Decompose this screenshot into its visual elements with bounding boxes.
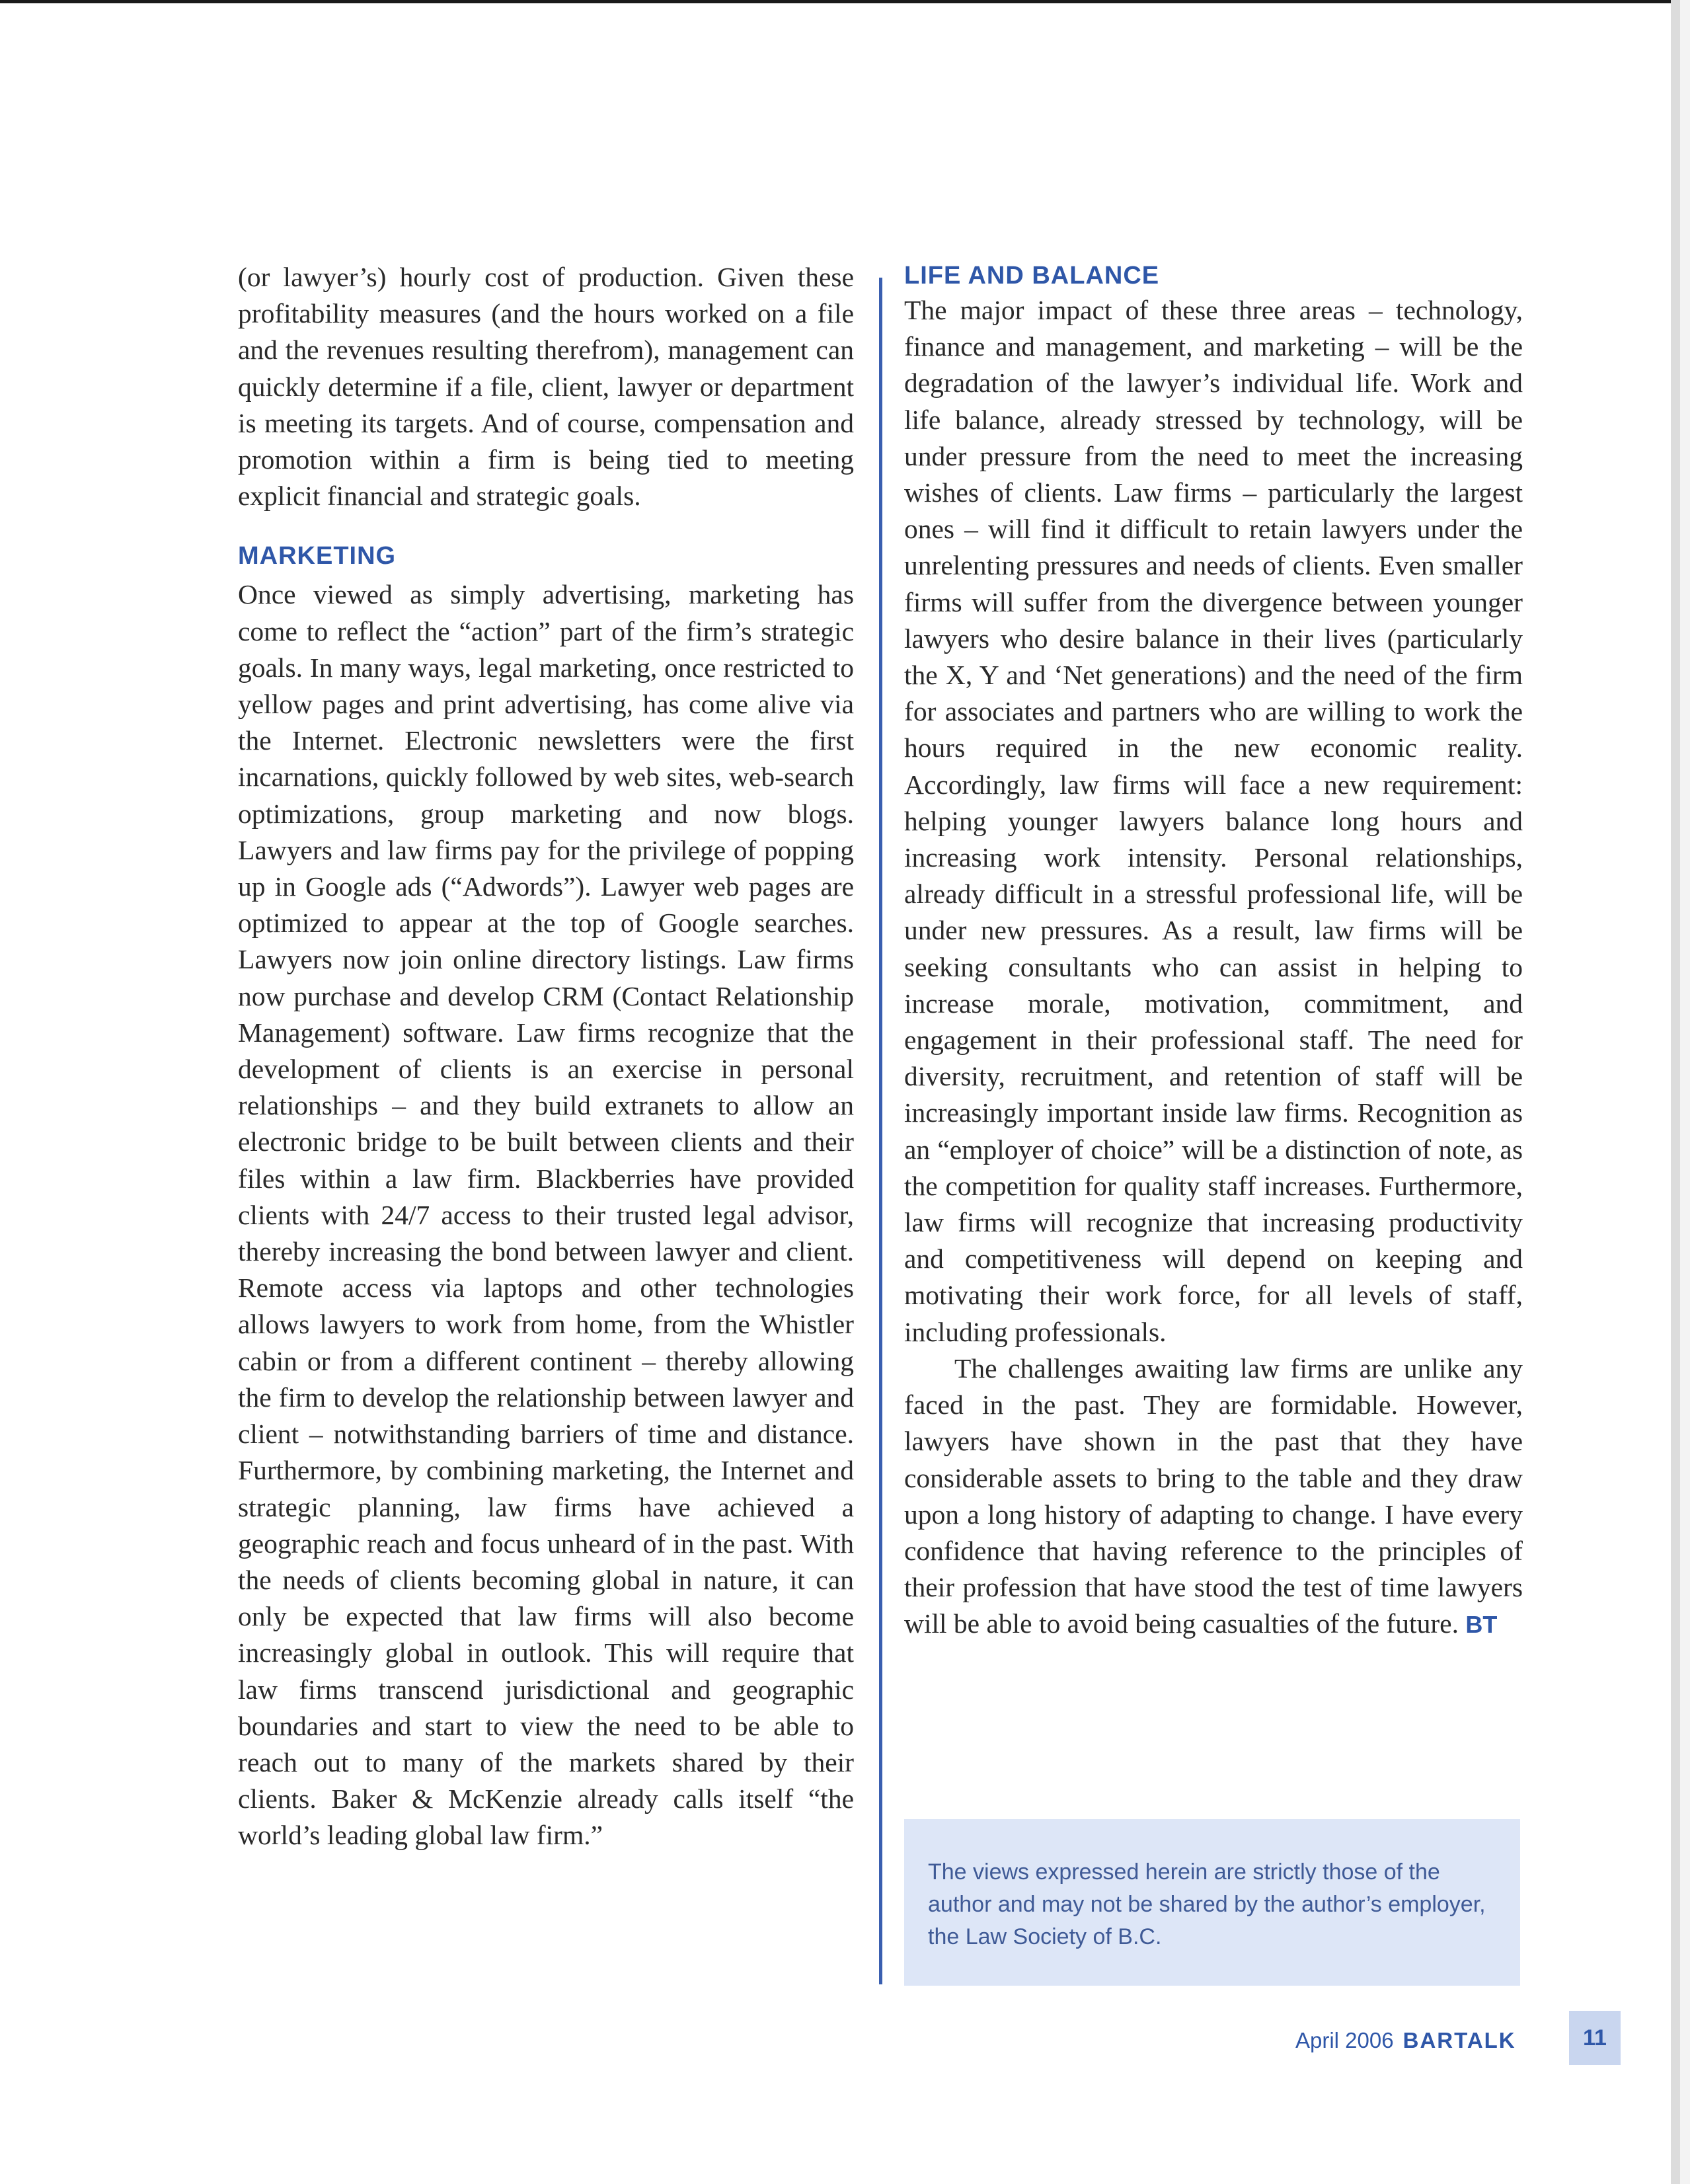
- conclusion-paragraph: [904, 1350, 1523, 1643]
- right-column: [904, 259, 1523, 1643]
- column-divider: [879, 278, 882, 1984]
- marketing-paragraph: Once viewed as simply advertising, marketing has come to reflect the “action” part of the firm’s strategic goals. In many ways, legal marketing, once restricted to yellow pages and print advertising, has come alive via the Internet. Electronic newsletters were the first incarnations, quickly followed by web sites, web-search optimizations, group marketing and now blogs. Lawyers and law firms pay for the privilege of popping up in Google ads (“Adwords”). Lawyer web pages are optimized to appear at the top of Google searches. Lawyers now join online directory listings. Law firms now purchase and develop CRM (Contact Relationship Management) software. Law firms recognize that the development of clients is an exercise in personal relationships – and they build extranets to allow an electronic bridge to be built between clients and their files within a law firm. Blackberries have provided clients with 24/7 access to their trusted legal advisor, thereby increasing the bond between lawyer and client. Remote access via laptops and other technologies allows lawyers to work from home, from the Whistler cabin or from a different continent – thereby allowing the firm to develop the relationship between lawyer and client – notwithstanding barriers of time and distance. Furthermore, by combining marketing, the Internet and strategic planning, law firms have achieved a geographic reach and focus unheard of in the past. With the needs of clients becoming global in nature, it can only be expected that law firms will also become increasingly global in outlook. This will require that law firms transcend jurisdictional and geographic boundaries and start to view the need to be able to reach out to many of the markets shared by their clients. Baker & McKenzie already calls itself “the world’s leading global law firm.”: [238, 579, 854, 1851]
- conclusion-text: The challenges awaiting law firms are unlike any faced in the past. They are formidable. However, lawyers have shown in the past that they have considerable assets to bring to the table and they draw upon a long history of adapting to change. I have every confidence that having reference to the principles of their profession that have stood the test of time lawyers will be able to avoid being casualties of the future.: [904, 1352, 1523, 1639]
- page-edge-margin: [1680, 0, 1690, 2184]
- disclaimer-box: [904, 1819, 1520, 1986]
- end-mark: BT: [1465, 1611, 1498, 1639]
- left-column: [238, 259, 854, 1854]
- magazine-name: BARTALK: [1402, 2028, 1516, 2052]
- life-balance-paragraph: The major impact of these three areas – technology, finance and management, and marketing – will be the degradation of the lawyer’s individual life. Work and life balance, already stressed by technology, will be under pressure from the need to meet the increasing wishes of clients. Law firms – particularly the largest ones – will find it difficult to retain lawyers under the unrelenting pressures and needs of clients. Even smaller firms will suffer from the divergence between younger lawyers who desire balance in their lives (particularly the X, Y and ‘Net generations) and the need of the firm for associates and partners who are willing to work the hours required in the new economic reality. Accordingly, law firms will face a new requirement: helping younger lawyers balance long hours and increasing work intensity. Personal relationships, already difficult in a stressful professional life, will be under new pressures. As a result, law firms will be seeking consultants who can assist in helping to increase morale, motivation, commitment, and engagement in their professional staff. The need for diversity, recruitment, and retention of staff will be increasingly important inside law firms. Recognition as an “employer of choice” will be a distinction of note, as the competition for quality staff increases. Furthermore, law firms will recognize that increasing productivity and competitiveness will depend on keeping and motivating their work force, for all levels of staff, including professionals.: [904, 295, 1523, 1347]
- page-edge-shadow: [1671, 0, 1680, 2184]
- top-edge-line: [0, 0, 1690, 3]
- page-footer: [1295, 2028, 1516, 2053]
- life-and-balance-heading: LIFE AND BALANCE: [904, 262, 1160, 290]
- page-number: 11: [1583, 2025, 1607, 2050]
- issue-date: April 2006: [1295, 2028, 1394, 2052]
- intro-paragraph: (or lawyer’s) hourly cost of production. Given these profitability measures (and the hours worked on a file and the revenues resulting therefrom), management can quickly determine if a file, client, lawyer or department is meeting its targets. And of course, compensation and promotion within a firm is being tied to meeting explicit financial and strategic goals.: [238, 262, 854, 512]
- page-number-box: [1569, 2011, 1621, 2065]
- disclaimer-text: The views expressed herein are strictly those of the author and may not be shared by the author’s employer, the Law Society of B.C.: [928, 1859, 1486, 1949]
- marketing-heading: MARKETING: [238, 542, 397, 570]
